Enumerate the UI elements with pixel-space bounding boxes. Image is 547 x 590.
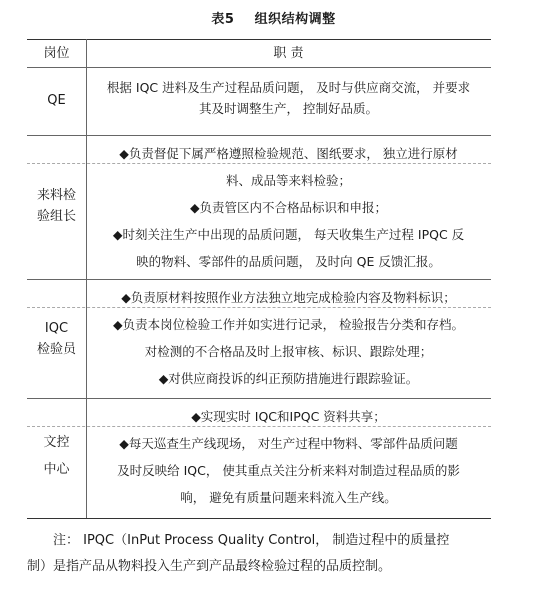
duty-line: 映的物料、零部件的品质问题， 及时向 QE 反馈汇报。 bbox=[136, 254, 441, 269]
duty-line: 根据 IQC 进料及生产过程品质问题， 及时与供应商交流， 并要求 bbox=[106, 80, 471, 95]
role-doc-control bbox=[27, 432, 86, 480]
duty-line: 其及时调整生产， 控制好品质。 bbox=[199, 101, 378, 116]
note-line: 注： IPQC（InPut Process Quality Control， 制造过程中的质量控 bbox=[53, 533, 450, 548]
role-incoming-leader bbox=[27, 185, 86, 227]
duty-qe bbox=[86, 77, 491, 119]
role-text: 来料检 bbox=[36, 188, 76, 203]
header-bottom-rule bbox=[27, 67, 491, 68]
header-role: 岗位 bbox=[43, 46, 70, 61]
table-bottom-rule bbox=[27, 518, 491, 519]
note-line: 制）是指产品从物料投入生产到产品最终检验过程的品质控制。 bbox=[27, 559, 392, 574]
duty-line: 及时反映给 IQC， 使其重点关注分析来料对制造过程品质的影 bbox=[117, 463, 460, 478]
row-divider bbox=[27, 398, 491, 399]
role-text: 检验员 bbox=[36, 342, 76, 357]
duty-line: ◆负责本岗位检验工作并如实进行记录， 检验报告分类和存档。 bbox=[112, 317, 465, 332]
duty-line: ◆负责原材料按照作业方法独立地完成检验内容及物料标识； bbox=[121, 290, 456, 305]
duty-iqc-inspector bbox=[86, 287, 491, 389]
duty-line: ◆实现实时 IQC和IPQC 资料共享； bbox=[191, 409, 386, 424]
role-text: 文控 bbox=[43, 435, 70, 450]
duty-line: 对检测的不合格品及时上报审核、标识、跟踪处理； bbox=[144, 344, 433, 359]
role-text: QE bbox=[47, 93, 66, 108]
role-text: IQC bbox=[44, 321, 69, 336]
duty-doc-control bbox=[86, 406, 491, 508]
table-title: 表5 组织结构调整 bbox=[211, 12, 336, 27]
duty-line: ◆每天巡查生产线现场， 对生产过程中物料、零部件品质问题 bbox=[119, 436, 458, 451]
duty-line: ◆负责督促下属严格遵照检验规范、图纸要求， 独立进行原材 bbox=[119, 146, 458, 161]
role-iqc-inspector bbox=[27, 318, 86, 360]
row-divider bbox=[27, 279, 491, 280]
duty-incoming-leader bbox=[86, 143, 491, 272]
table-top-rule bbox=[27, 39, 491, 40]
duty-line: ◆负责管区内不合格品标识和申报； bbox=[189, 200, 388, 215]
role-qe bbox=[27, 90, 86, 111]
row-divider bbox=[27, 135, 491, 136]
table-footnote bbox=[27, 528, 495, 580]
duty-line: 响， 避免有质量问题来料流入生产线。 bbox=[180, 490, 397, 505]
duty-line: ◆对供应商投诉的纠正预防措施进行跟踪验证。 bbox=[158, 371, 419, 386]
role-text: 验组长 bbox=[36, 209, 76, 224]
header-duty: 职 责 bbox=[273, 46, 304, 61]
role-text: 中心 bbox=[43, 462, 70, 477]
duty-line: ◆时刻关注生产中出现的品质问题， 每天收集生产过程 IPQC 反 bbox=[112, 227, 465, 242]
duty-line: 料、成品等来料检验； bbox=[225, 173, 351, 188]
